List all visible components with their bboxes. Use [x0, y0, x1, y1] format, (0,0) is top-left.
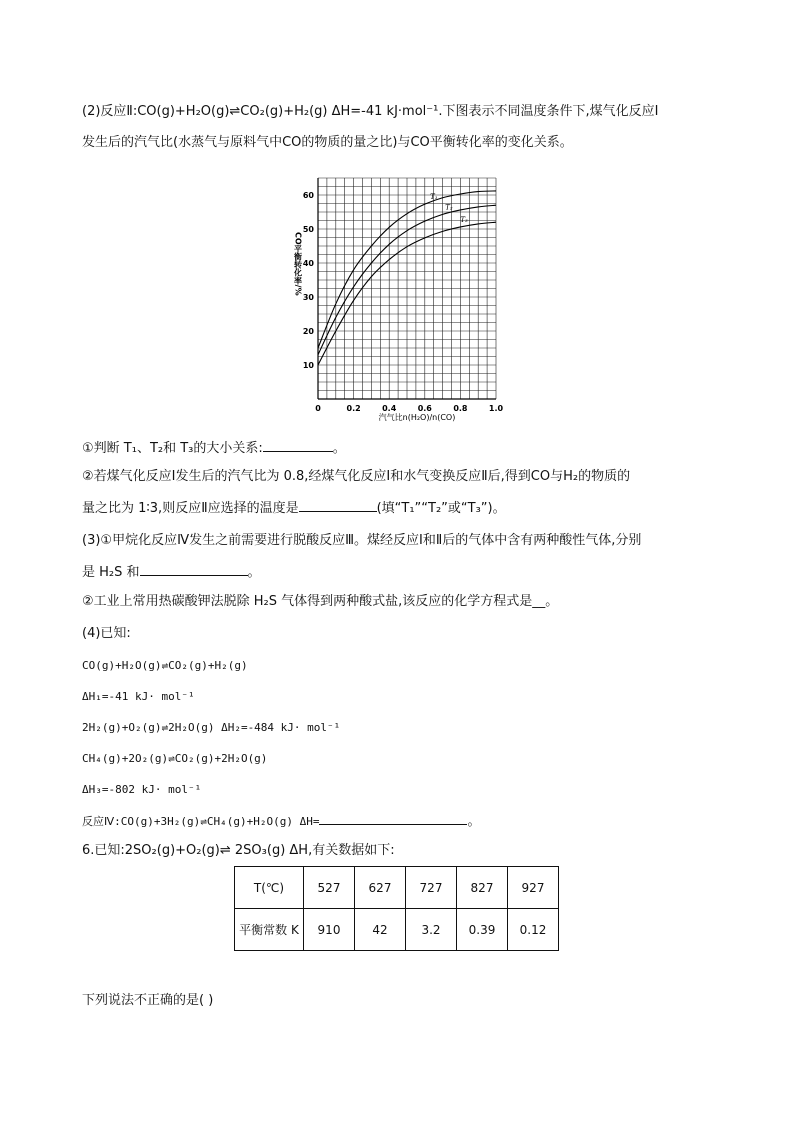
answer-blank-2[interactable] — [299, 497, 377, 512]
q4-eq4: 反应Ⅳ:CO(g)+3H₂(g)⇌CH₄(g)+H₂O(g) ΔH= — [82, 815, 320, 828]
q4-head: (4)已知: — [82, 626, 131, 641]
y-tick-label: 50 — [302, 225, 314, 234]
x-tick-label: 0.2 — [346, 404, 361, 413]
x-tick-label: 0.6 — [417, 404, 432, 413]
k-table-temp: 927 — [508, 867, 559, 909]
answer-blank-4[interactable] — [319, 810, 467, 825]
k-table-header-row — [235, 867, 559, 909]
y-tick-label: 20 — [302, 327, 314, 336]
q4-dh3: ΔH₃=-802 kJ· mol⁻¹ — [82, 783, 202, 796]
q6-stem: 6.已知:2SO₂(g)+O₂(g)⇌ 2SO₃(g) ΔH,有关数据如下: — [82, 843, 395, 858]
answer-blank-3[interactable] — [140, 561, 248, 576]
q3-line3: ②工业上常用热碳酸钾法脱除 H₂S 气体得到两种酸式盐,该反应的化学方程式是__。 — [82, 594, 559, 609]
q2-sub1: ①判断 T₁、T₂和 T₃的大小关系: — [82, 441, 263, 456]
chart-grid — [318, 178, 496, 399]
k-table-temp: 527 — [304, 867, 355, 909]
q4-dh1: ΔH₁=-41 kJ· mol⁻¹ — [82, 690, 195, 703]
k-table — [234, 866, 559, 951]
x-tick-label: 0.8 — [453, 404, 468, 413]
series-label-3: T₃ — [460, 215, 468, 224]
q6-question: 下列说法不正确的是( ) — [82, 993, 214, 1008]
series-label-1: T₁ — [430, 193, 438, 202]
k-table-value: 910 — [304, 909, 355, 951]
q3-line2: 是 H₂S 和 — [82, 565, 140, 580]
q4-eq3: CH₄(g)+2O₂(g)⇌CO₂(g)+2H₂O(g) — [82, 752, 268, 765]
series-label-2: T₂ — [445, 203, 453, 212]
q2-sub2b-pre: 量之比为 1∶3,则反应Ⅱ应选择的温度是 — [82, 501, 299, 516]
q4-eq2: 2H₂(g)+O₂(g)⇌2H₂O(g) ΔH₂=-484 kJ· mol⁻¹ — [82, 721, 341, 734]
k-table-temp: 627 — [355, 867, 406, 909]
co-conversion-chart — [290, 170, 520, 425]
k-table-header-label: T(℃) — [235, 867, 304, 909]
k-table-row-label: 平衡常数 K — [235, 909, 304, 951]
k-table-temp: 827 — [457, 867, 508, 909]
answer-blank-1[interactable] — [263, 437, 333, 452]
y-tick-label: 60 — [302, 191, 314, 200]
q2-line1: (2)反应Ⅱ:CO(g)+H₂O(g)⇌CO₂(g)+H₂(g) ΔH=-41 kJ·mol⁻¹.下图表示不同温度条件下,煤气化反应Ⅰ — [82, 104, 659, 119]
k-table-value: 42 — [355, 909, 406, 951]
x-tick-label: 0.4 — [382, 404, 397, 413]
x-tick-label: 0 — [315, 404, 321, 413]
x-tick-label: 1.0 — [488, 404, 504, 413]
q2-sub2a: ②若煤气化反应Ⅰ发生后的汽气比为 0.8,经煤气化反应Ⅰ和水气变换反应Ⅱ后,得到CO与H₂的物质的 — [82, 469, 631, 484]
q2-sub1-line: ①判断 T₁、T₂和 T₃的大小关系: 。 — [82, 437, 346, 459]
k-table-value: 3.2 — [406, 909, 457, 951]
q4-eq1: CO(g)+H₂O(g)⇌CO₂(g)+H₂(g) — [82, 659, 248, 672]
k-table-temp: 727 — [406, 867, 457, 909]
q3-line2-wrap: 是 H₂S 和 。 — [82, 561, 261, 583]
q4-eq4-line: 反应Ⅳ:CO(g)+3H₂(g)⇌CH₄(g)+H₂O(g) ΔH= 。 — [82, 810, 480, 832]
k-table-value: 0.12 — [508, 909, 559, 951]
y-tick-label: 30 — [302, 293, 314, 302]
k-table-value-row — [235, 909, 559, 951]
y-tick-label: 40 — [302, 259, 314, 268]
chart-y-label: CO平衡转化率/% — [293, 232, 303, 296]
q2-sub2b-post: (填“T₁”“T₂”或“T₃”)。 — [376, 501, 506, 516]
chart-labels — [430, 193, 468, 224]
y-tick-label: 10 — [302, 361, 314, 370]
q3-line1: (3)①甲烷化反应Ⅳ发生之前需要进行脱酸反应Ⅲ。煤经反应Ⅰ和Ⅱ后的气体中含有两种酸性气体,分别 — [82, 533, 642, 548]
q2-line2: 发生后的汽气比(水蒸气与原料气中CO的物质的量之比)与CO平衡转化率的变化关系。 — [82, 135, 573, 150]
chart-x-label: 汽气比n(H₂O)/n(CO) — [378, 413, 456, 422]
q2-sub2b-line — [82, 497, 506, 519]
k-table-value: 0.39 — [457, 909, 508, 951]
